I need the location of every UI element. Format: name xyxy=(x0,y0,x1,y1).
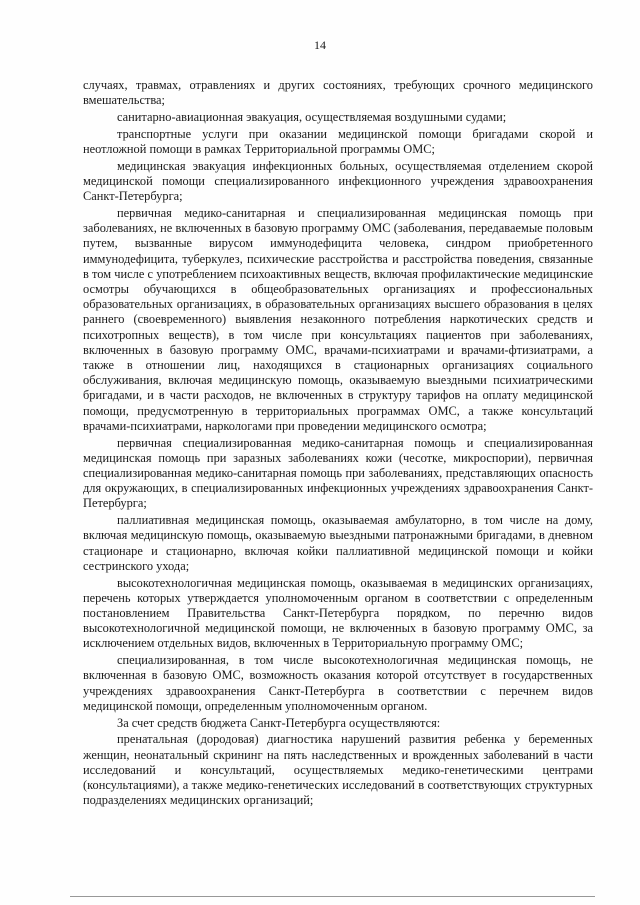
scan-line xyxy=(70,896,595,897)
paragraph: паллиативная медицинская помощь, оказываемая амбулаторно, в том числе на дому, включая медицинскую помощь, оказываемую выездными патронажными бригадами, в дневном стационаре и стационарно, включая койки паллиативной медицинской помощи и койки сестринского ухода; xyxy=(83,513,593,573)
paragraph: высокотехнологичная медицинская помощь, оказываемая в медицинских организациях, перечень которых утверждается уполномоченным органом в соответствии с определенным постановлением Правительства Санкт-Петербурга порядком, по перечню видов высокотехнологичной медицинской помощи, не включенных в базовую программу ОМС, за исключением отдельных видов, включенных в Территориальную программу ОМС; xyxy=(83,575,593,651)
page-number: 14 xyxy=(314,38,326,52)
paragraph: специализированная, в том числе высокотехнологичная медицинская помощь, не включенная в базовую ОМС, возможность оказания которой отсутствует в государственных учреждениях здравоохранения Санкт-Петербурга в соответствии с перечнем видов медицинской помощи, определенным уполномоченным органом. xyxy=(83,653,593,713)
paragraph: За счет средств бюджета Санкт-Петербурга осуществляются: xyxy=(117,715,441,730)
paragraph: первичная медико-санитарная и специализированная медицинская помощь при заболеваниях, не включенных в базовую программу ОМС (заболевания, передаваемые половым путем, вызванные вирусом иммунодефицита человека, синдром приобретенного иммунодефицита, туберкулез, психические расстройства и расстройства поведения, связанные в том числе с употреблением психоактивных веществ, включая профилактические медицинские осмотры обучающихся в общеобразовательных организациях и профессиональных образовательных организациях, в образовательных организациях высшего образования в целях раннего (своевременного) выявления незаконного потребления наркотических средств и психотропных веществ), в том числе при консультациях пациентов при заболеваниях, включенных в базовую программу ОМС, врачами-психиатрами и врачами-фтизиатрами, а также в отношении лиц, находящихся в стационарных организациях социального обслуживания, включая медицинскую помощь, оказываемую выездными психиатрическими бригадами, и в части расходов, не включенных в структуру тарифов на оплату медицинской помощи, предусмотренную в территориальных программах ОМС, а также консультаций врачами-психиатрами, наркологами при проведении медицинского осмотра; xyxy=(83,206,593,433)
paragraph: случаях, травмах, отравлениях и других состояниях, требующих срочного медицинского вмешательства; xyxy=(83,78,593,108)
paragraph: первичная специализированная медико-санитарная помощь и специализированная медицинская помощь при заразных заболеваниях кожи (чесотке, микроспории), первичная специализированная медико-санитарная помощь при заболеваниях, представляющих опасность для окружающих, в специализированных инфекционных учреждениях здравоохранения Санкт-Петербурга; xyxy=(83,435,593,511)
paragraph: медицинская эвакуация инфекционных больных, осуществляемая отделением скорой медицинской помощи специализированного инфекционного учреждения здравоохранения Санкт-Петербурга; xyxy=(83,158,593,204)
paragraph: пренатальная (дородовая) диагностика нарушений развития ребенка у беременных женщин, неонатальный скрининг на пять наследственных и врожденных заболеваний в части исследований и консультаций, осуществляемых медико-генетическими центрами (консультациями), а также медико-генетических исследований в соответствующих структурных подразделениях медицинских организаций; xyxy=(83,732,593,808)
paragraph: санитарно-авиационная эвакуация, осуществляемая воздушными судами; xyxy=(117,110,507,124)
paragraph: транспортные услуги при оказании медицинской помощи бригадами скорой и неотложной помощи в рамках Территориальной программы ОМС; xyxy=(83,126,593,156)
document-body xyxy=(83,78,593,810)
